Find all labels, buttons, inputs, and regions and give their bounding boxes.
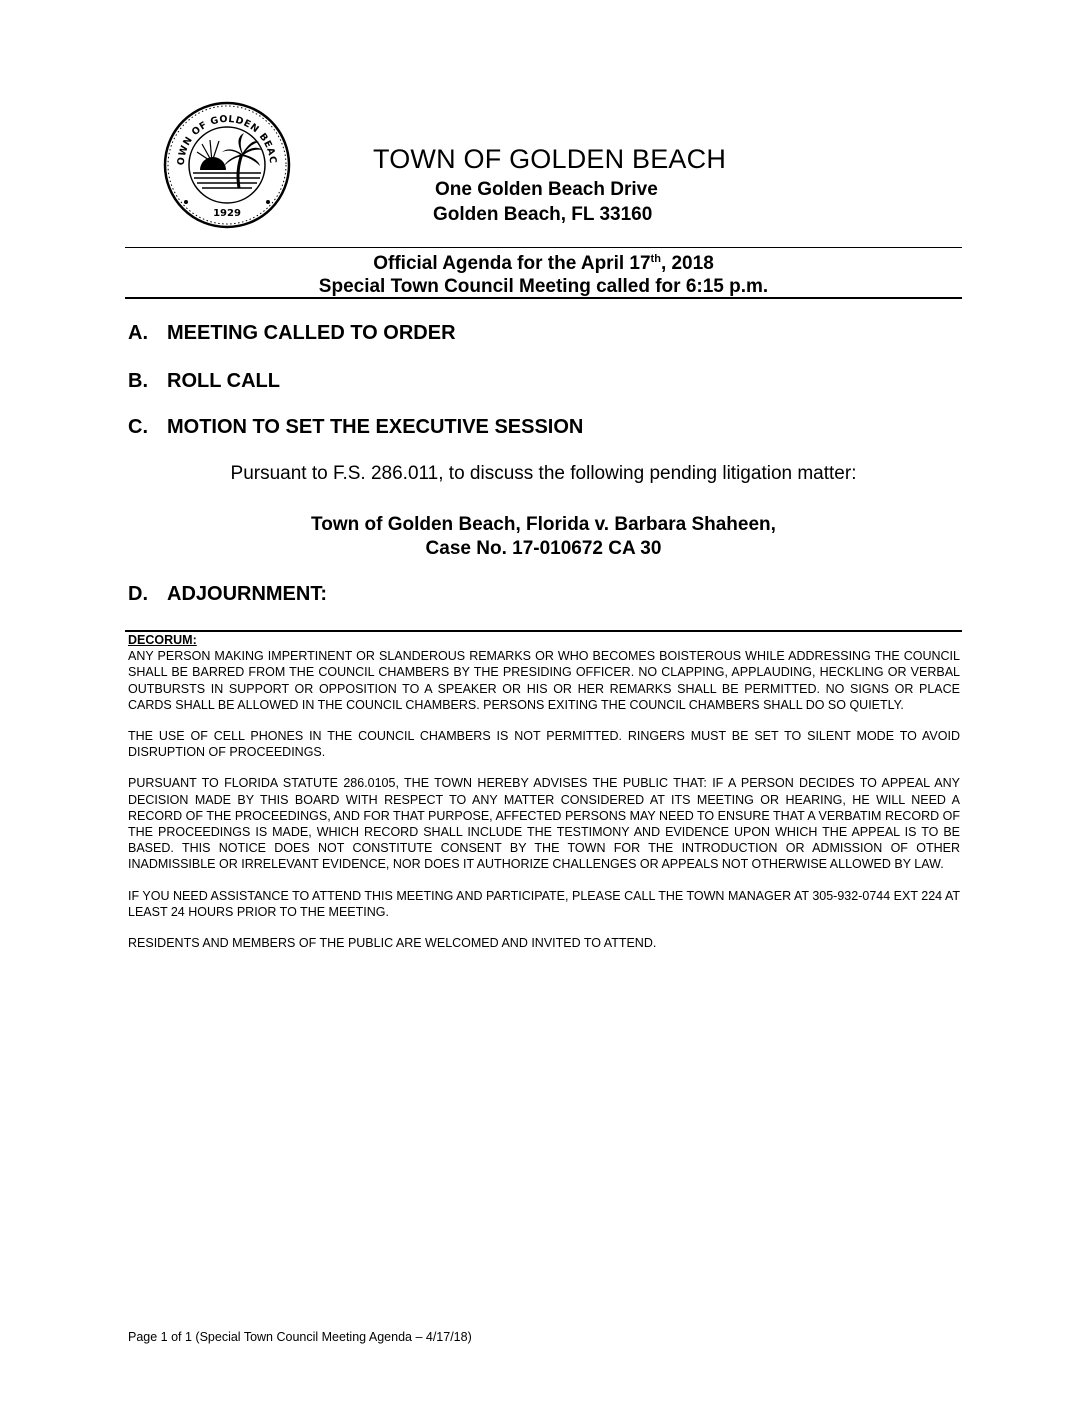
decorum-paragraph-invitation: RESIDENTS AND MEMBERS OF THE PUBLIC ARE WELCOMED AND INVITED TO ATTEND. [128,936,657,951]
decorum-paragraph-appeal-notice: PURSUANT TO FLORIDA STATUTE 286.0105, THE TOWN HEREBY ADVISES THE PUBLIC THAT: IF A PERSON DECIDES TO APPEAL ANY DECISION MADE BY THIS BOARD WITH RESPECT TO ANY MATTER CONSIDERED AT ITS MEETING OR HEARING, HE WILL NEED A RECORD OF THE PROCEEDINGS, AND FOR THAT PURPOSE, AFFECTED PERSONS MAY NEED TO ENSURE THAT A VERBATIM RECORD OF THE PROCEEDINGS IS MADE, WHICH RECORD SHALL INCLUDE THE TESTIMONY AND EVIDENCE UPON WHICH THE APPEAL IS TO BE BASED. THIS NOTICE DOES NOT CONSTITUTE CONSENT BY THE TOWN FOR THE INTRODUCTION OR ADMISSION OF OTHER INADMISSIBLE OR IRRELEVANT EVIDENCE, NOR DOES IT AUTHORIZE CHALLENGES OR APPEALS NOT OTHERWISE ALLOWED BY LAW. [128,776,960,872]
address-line-2: Golden Beach, FL 33160 [433,204,653,225]
agenda-title-line-2: Special Town Council Meeting called for 6:15 p.m. [318,276,769,297]
agenda-title [125,252,962,298]
header-divider [125,247,962,248]
decorum-section [128,632,960,951]
agenda-item-label: B. [128,370,148,392]
town-seal [162,100,292,230]
seal-emblem [193,133,263,188]
agenda-item-text: MEETING CALLED TO ORDER [167,322,456,344]
address-line-1: One Golden Beach Drive [435,179,658,200]
agenda-item-a [128,322,456,345]
agenda-item-text: ROLL CALL [167,370,280,392]
decorum-paragraph-conduct: ANY PERSON MAKING IMPERTINENT OR SLANDEROUS REMARKS OR WHO BECOMES BOISTEROUS WHILE ADDRESSING THE COUNCIL SHALL BE BARRED FROM THE COUNCIL CHAMBERS BY THE PRESIDING OFFICER. NO CLAPPING, APPLAUDING, HECKLING OR VERBAL OUTBURSTS IN SUPPORT OR OPPOSITION TO A SPEAKER OR HIS OR HER REMARKS SHALL BE PERMITTED. NO SIGNS OR PLACE CARDS SHALL BE ALLOWED IN THE COUNCIL CHAMBERS. PERSONS EXITING THE COUNCIL CHAMBERS SHALL DO SO QUIETLY. [128,649,960,712]
seal-year: 1929 [213,208,241,219]
agenda-item-d [128,583,327,606]
agenda-item-c [128,416,583,439]
agenda-item-label: A. [128,322,148,344]
page-footer: Page 1 of 1 (Special Town Council Meeting Agenda – 4/17/18) [128,1330,472,1344]
seal-ring-text: OWN OF GOLDEN BEAC [175,113,279,166]
case-citation [125,513,962,561]
svg-text:TOWN OF GOLDEN BEACH [162,100,278,166]
agenda-item-label: C. [128,416,148,438]
pursuant-statement: Pursuant to F.S. 286.011, to discuss the following pending litigation matter: [230,463,857,484]
decorum-paragraph-cell-phones: THE USE OF CELL PHONES IN THE COUNCIL CHAMBERS IS NOT PERMITTED. RINGERS MUST BE SET TO SILENT MODE TO AVOID DISRUPTION OF PROCEEDINGS. [128,729,960,760]
agenda-title-line-1: Official Agenda for the April 17th, 2018 [373,253,714,274]
case-parties: Town of Golden Beach, Florida v. Barbara Shaheen, [311,514,776,535]
case-number: Case No. 17-010672 CA 30 [425,538,662,559]
decorum-paragraph-assistance: IF YOU NEED ASSISTANCE TO ATTEND THIS MEETING AND PARTICIPATE, PLEASE CALL THE TOWN MANAGER AT 305-932-0744 EXT 224 AT LEAST 24 HOURS PRIOR TO THE MEETING. [128,888,960,919]
agenda-item-label: D. [128,583,148,605]
decorum-heading: DECORUM: [128,633,197,647]
agenda-item-text: ADJOURNMENT: [167,583,327,605]
agenda-item-text: MOTION TO SET THE EXECUTIVE SESSION [167,416,584,438]
agenda-item-b [128,370,280,393]
town-title: TOWN OF GOLDEN BEACH [373,144,727,174]
agenda-title-divider [125,297,962,299]
